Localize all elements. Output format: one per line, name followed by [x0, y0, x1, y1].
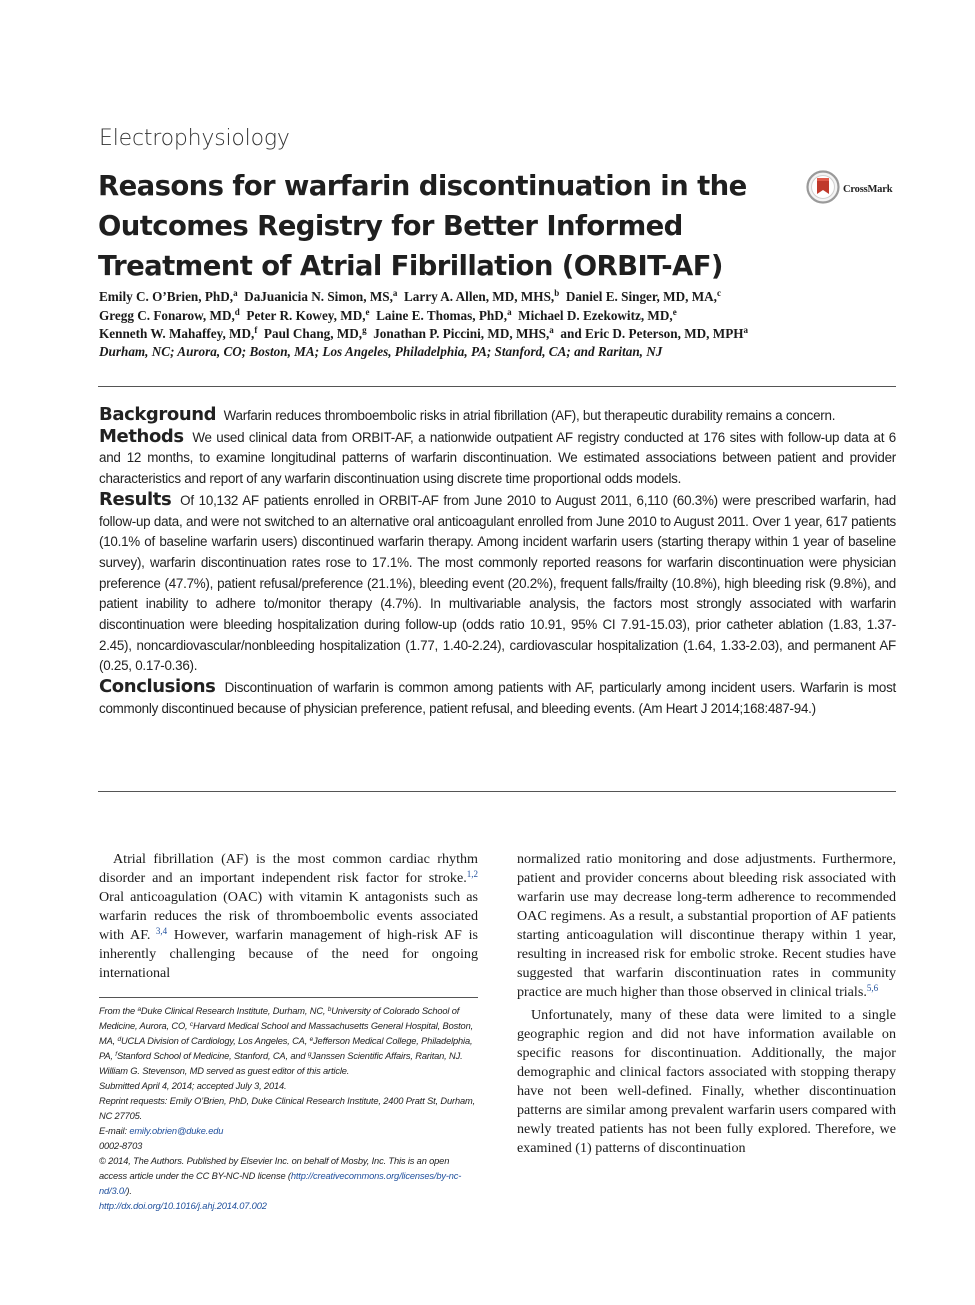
crossmark-badge[interactable]: [806, 170, 892, 209]
footnote-text: © 2014, The Authors. Published by Elsevier Inc. on behalf of Mosby, Inc. This is an open access article under the CC BY-NC-ND license (: [99, 1156, 450, 1181]
abstract-text: Of 10,132 AF patients enrolled in ORBIT-AF from June 2010 to August 2011, 6,110 (60.3%) were prescribed warfarin, had follow-up data, and were not switched to an alternative oral anticoagulant enrolled from June 2010 to August 2011. Over 1 year, 617 patients (10.1% of baseline warfarin users) discontinued warfarin therapy. Among incident warfarin users (starting therapy within 1 year of baseline survey), warfarin discontinuation rates rose to 17.1%. The most commonly reported reasons for warfarin discontinuation were physician preference (47.7%), patient refusal/preference (21.1%), bleeding event (20.2%), frequent falls/frailty (10.8%), high bleeding risk (9.8%), and patient inability to adhere to/monitor therapy (4.7%). In multivariable analysis, the factors most strongly associated with warfarin discontinuation were bleeding hospitalization during follow-up (odds ratio 10.91, 95% CI 7.91-15.03), prior catheter ablation (1.83, 1.37-2.45), noncardiovascular/nonbleeding hospitalization (1.77, 1.40-2.24), cardiovascular hospitalization (1.64, 1.33-2.03), and permanent AF (0.25, 0.17-0.36).: [99, 492, 896, 674]
abstract-text: Discontinuation of warfarin is common among patients with AF, particularly among incident users. Warfarin is most commonly discontinued because of physician preference, patient refusal, and bleeding events. (Am Heart J 2014;168:487-94.): [99, 680, 896, 716]
body-text: Atrial fibrillation (AF) is the most common cardiac rhythm disorder and an important independent risk factor for stroke.: [99, 851, 478, 886]
author: Gregg C. Fonarow, MD,: [99, 307, 235, 323]
abstract-methods: [99, 427, 896, 490]
abstract-heading: Conclusions: [99, 676, 216, 698]
section-label: Electrophysiology: [99, 126, 290, 151]
footnote-text: Duke Clinical Research Institute, Durham, NC,: [140, 1006, 328, 1016]
doi-link[interactable]: http://dx.doi.org/10.1016/j.ahj.2014.07.002: [99, 1201, 267, 1211]
author: Larry A. Allen, MD, MHS,: [404, 289, 555, 304]
author: Emily C. O’Brien, PhD,: [99, 289, 234, 304]
divider-top: [98, 386, 896, 387]
footnote-text: Harvard Medical School and Massachusetts General Hospital, Boston, MA,: [99, 1021, 474, 1046]
author-list: [99, 288, 919, 344]
affiliation-marker: b: [554, 288, 560, 298]
email-link[interactable]: emily.obrien@duke.edu: [129, 1126, 224, 1136]
affiliation-marker: g: [362, 325, 367, 335]
footnote-text: University of Colorado School of Medicine, Aurora, CO,: [99, 1006, 460, 1031]
footnote-copyright: [99, 1154, 478, 1199]
affiliation-marker: b: [327, 1006, 332, 1013]
crossmark-label: CrossMark: [843, 184, 893, 195]
citation-link[interactable]: 3,4: [150, 926, 168, 936]
affiliation-marker: e: [672, 306, 677, 317]
footnote-email: [99, 1124, 478, 1139]
footnote-text: UCLA Division of Cardiology, Los Angeles, CA,: [120, 1036, 310, 1046]
citation-link[interactable]: 5,6: [866, 983, 879, 993]
footnote-submitted: Submitted April 4, 2014; accepted July 3, 2014.: [99, 1081, 287, 1091]
abstract-background: [99, 405, 896, 427]
affiliation-marker: g: [307, 1051, 312, 1058]
footnote-doi: [99, 1199, 478, 1214]
author: Laine E. Thomas, PhD,: [376, 307, 508, 323]
abstract-heading: Methods: [99, 425, 184, 447]
footnote-guest-editor: William G. Stevenson, MD served as guest editor of this article.: [99, 1066, 350, 1076]
abstract: [99, 405, 896, 720]
abstract-heading: Background: [99, 404, 217, 425]
abstract-conclusions: [99, 677, 896, 719]
body-text: However, warfarin management of high-risk AF is inherently challenging because of the need for ongoing international: [99, 927, 478, 981]
affiliation-marker: a: [743, 325, 749, 335]
abstract-text: Warfarin reduces thromboembolic risks in atrial fibrillation (AF), but therapeutic durability remains a concern.: [223, 408, 836, 423]
abstract-results: [99, 490, 896, 677]
footnote-reprint: Reprint requests: Emily O’Brien, PhD, Duke Clinical Research Institute, 2400 Pratt St, Durham, NC 27705.: [99, 1096, 476, 1121]
body-text: normalized ratio monitoring and dose adjustments. Furthermore, patient and provider concerns about bleeding risk associated with warfarin use may decrease long-term adherence to recommended OAC regimens. As a result, a substantial proportion of AF patients starting anticoagulation will discontinue therapy within 1 year, resulting in increased risk for embolic stroke. Recent studies have suggested that warfarin discontinuation rates in community practice are much higher than those observed in clinical trials.: [517, 851, 896, 1000]
affiliation-marker: f: [254, 325, 258, 335]
footnote-text: Jefferson Medical College, Philadelphia, PA,: [99, 1036, 473, 1061]
body-left-column: [99, 850, 478, 983]
author-locations: Durham, NC; Aurora, CO; Boston, MA; Los Angeles, Philadelphia, PA; Stanford, CA; and Raritan, NJ: [99, 344, 663, 359]
affiliation-marker: a: [507, 306, 512, 317]
abstract-heading: Results: [99, 488, 172, 510]
affiliation-marker: a: [233, 288, 238, 298]
affiliation-marker: e: [309, 1036, 314, 1043]
affiliation-marker: e: [365, 306, 370, 317]
footnote-issn: 0002-8703: [99, 1141, 143, 1151]
author: Michael D. Ezekowitz, MD,: [518, 307, 673, 323]
affiliation-marker: c: [189, 1021, 194, 1028]
crossmark-icon: [806, 170, 840, 209]
body-text: Oral anticoagulation (OAC) with vitamin K antagonists such as warfarin reduces the risk of thromboembolic events associated with AF.: [99, 889, 478, 943]
footnote-text: From the: [99, 1006, 138, 1016]
footnote-divider: [99, 997, 478, 998]
body-right-column: [517, 850, 896, 1158]
footnote-affiliations: [99, 1004, 478, 1064]
body-paragraph: [99, 850, 478, 983]
body-paragraph: Unfortunately, many of these data were limited to a single geographic region and did not have information available on specific reasons for discontinuation. Additionally, the major demographic and clinical factors associated with stopping therapy have not been well-defined. Finally, whether discontinuation patterns are similar among prevalent warfarin users compared with newly treated patients has not been fully explored. Therefore, we examined (1) patterns of discontinuation: [517, 1007, 896, 1156]
affiliation-marker: d: [117, 1036, 121, 1043]
footnotes: [99, 1004, 478, 1214]
affiliation-marker: c: [716, 288, 721, 298]
citation-link[interactable]: 1,2: [466, 869, 478, 879]
affiliation-marker: a: [392, 288, 398, 298]
author: Daniel E. Singer, MD, MA,: [565, 289, 717, 304]
body-paragraph: [517, 850, 896, 1002]
author: and Eric D. Peterson, MD, MPH: [560, 326, 744, 341]
author: DaJuanicia N. Simon, MS,: [244, 289, 393, 304]
divider-bottom: [98, 791, 896, 792]
affiliation-marker: a: [549, 325, 554, 335]
author: Paul Chang, MD,: [263, 326, 363, 341]
author: Peter R. Kowey, MD,: [246, 307, 366, 323]
affiliation-marker: d: [234, 306, 240, 317]
license-link[interactable]: http://creativecommons.org/licenses/by-nc-nd/3.0/: [99, 1171, 462, 1196]
footnote-text: Stanford School of Medicine, Stanford, CA, and: [116, 1051, 308, 1061]
abstract-text: We used clinical data from ORBIT-AF, a nationwide outpatient AF registry conducted at 176 sites with follow-up data at 6 and 12 months, to examine longitudinal patterns of warfarin discontinuation. We estimated associations between patient and provider characteristics and report of any warfarin discontinuation using discrete time proportional odds models.: [99, 429, 896, 487]
footnote-text: E-mail:: [99, 1126, 130, 1136]
article-title: Reasons for warfarin discontinuation in the Outcomes Registry for Better Informed Treatment of Atrial Fibrillation (ORBIT-AF): [98, 170, 747, 282]
author: Jonathan P. Piccini, MD, MHS,: [373, 326, 550, 341]
author: Kenneth W. Mahaffey, MD,: [99, 326, 255, 341]
footnote-text: Janssen Scientific Affairs, Raritan, NJ.: [311, 1051, 463, 1061]
affiliation-marker: f: [115, 1051, 117, 1058]
affiliation-marker: a: [137, 1006, 141, 1013]
footnote-text: ).: [126, 1186, 132, 1196]
